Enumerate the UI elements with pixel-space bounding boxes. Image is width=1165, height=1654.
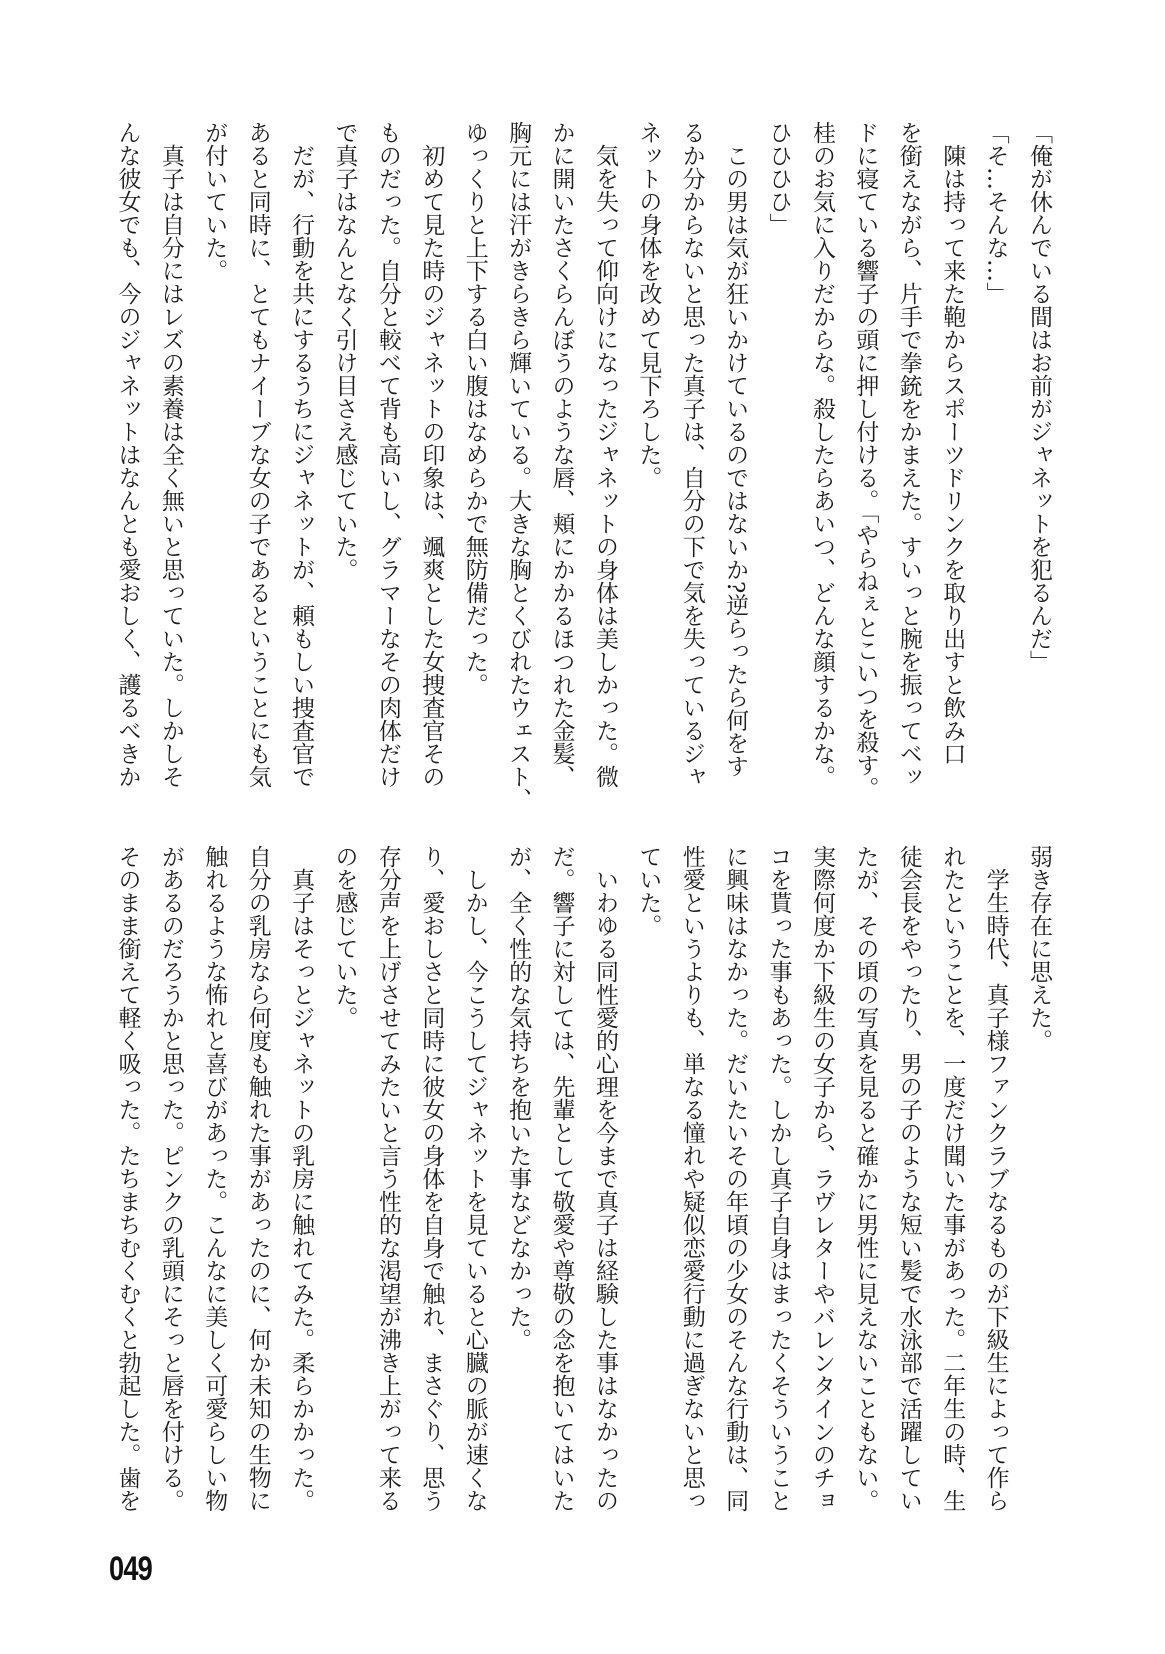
text-column: んな彼女でも、今のジャネットはなんとも愛おしく、護るべきか (114, 121, 141, 788)
text-column: そのまま銜えて軽く吸った。たちまちむくむくと勃起した。歯を (114, 845, 141, 1512)
text-column: に興味はなかった。だいたいその年頃の少女のそんな行動は、同 (722, 845, 749, 1512)
text-column: かに開いたさくらんぼうのような唇、頬にかかるほつれた金髪、 (548, 121, 575, 788)
text-column: 性愛というよりも、単なる憧れや疑似恋愛行動に過ぎないと思っ (678, 845, 705, 1512)
text-column: のを感じていた。 (331, 845, 358, 1029)
text-column: で真子はなんとなく引け目さえ感じていた。 (331, 121, 358, 581)
text-column: を銜えながら、片手で拳銃をかまえた。すいっと腕を振ってベッ (895, 121, 922, 788)
text-column: だ。響子に対しては、先輩として敬愛や尊敬の念を抱いてはいた (548, 845, 575, 1512)
text-column: いわゆる同性愛的心理を今まで真子は経験した事はなかったの (591, 845, 618, 1512)
text-column: 「俺が休んでいる間はお前がジャネットを犯るんだ」 (1026, 121, 1052, 673)
text-column: ゆっくりと上下する白い腹はなめらかで無防備だった。 (461, 121, 488, 696)
text-column: 真子は自分にはレズの素養は全く無いと思っていた。しかしそ (157, 121, 184, 788)
text-column: この男は気が狂いかけているのではないか?逆らったら何をす (722, 121, 749, 778)
text-column: あると同時に、とてもナイーブな女の子であるということにも気 (244, 121, 271, 788)
text-column: ネットの身体を改めて見下ろした。 (635, 121, 662, 489)
text-column: コを貰った事もあった。しかし真子自身はまったくそういうこと (765, 845, 792, 1512)
text-column: 存分声を上げさせてみたいと言う性的な渇望が沸き上がって来る (374, 845, 401, 1512)
text-column: り、愛おしさと同時に彼女の身体を自身で触れ、まさぐり、思う (418, 845, 445, 1512)
text-column: ひひひひ」 (765, 121, 792, 236)
text-column: 胸元には汗がきらきら輝いている。大きな胸とくびれたウェスト、 (505, 121, 532, 811)
text-column: 陳は持って来た鞄からスポーツドリンクを取り出すと飲み口 (939, 121, 966, 765)
text-column: 学生時代、真子様ファンクラブなるものが下級生によって作ら (982, 845, 1009, 1512)
text-column: るか分からないと思った真子は、自分の下で気を失っているジャ (678, 121, 705, 788)
text-column: があるのだろうかと思った。ピンクの乳頭にそっと唇を付ける。 (157, 845, 184, 1512)
text-column: 初めて見た時のジャネットの印象は、颯爽とした女捜査官その (418, 121, 445, 788)
text-column: 気を失って仰向けになったジャネットの身体は美しかった。微 (591, 121, 618, 788)
text-column: 真子はそっとジャネットの乳房に触れてみた。柔らかかった。 (288, 845, 315, 1512)
text-column: 触れるような怖れと喜びがあった。こんなに美しく可愛らしい物 (201, 845, 228, 1512)
page-number: 049 (109, 1550, 152, 1588)
text-column: ものだった。自分と較べて背も高いし、グラマーなその肉体だけ (374, 121, 401, 788)
text-column: 徒会長をやったり、男の子のような短い髪で水泳部で活躍してい (895, 845, 922, 1512)
text-column: 弱き存在に思えた。 (1026, 845, 1052, 1052)
text-column: たが、その頃の写真を見ると確かに男性に見えないこともない。 (852, 845, 879, 1512)
upper-text-block (105, 121, 1060, 811)
text-column: が、全く性的な気持ちを抱いた事などなかった。 (505, 845, 532, 1351)
text-column: しかし、今こうしてジャネットを見ていると心臓の脈が速くな (461, 845, 488, 1512)
text-column: 実際何度か下級生の女子から、ラヴレターやバレンタインのチョ (808, 845, 835, 1512)
text-column: だが、行動を共にするうちにジャネットが、頼もしい捜査官で (288, 121, 315, 788)
text-column: ていた。 (635, 845, 662, 937)
text-column: 桂のお気に入りだからな。殺したらあいつ、どんな顔するかな。 (808, 121, 835, 788)
text-column: が付いていた。 (201, 121, 228, 282)
text-column: ドに寝ている響子の頭に押し付ける。「やらねぇとこいつを殺す。 (852, 121, 879, 800)
text-column: れたということを、一度だけ聞いた事があった。二年生の時、生 (939, 845, 966, 1512)
text-column: 「そ…そんな…」 (982, 121, 1009, 305)
lower-text-block (105, 845, 1060, 1525)
text-column: 自分の乳房なら何度も触れた事があったのに、何か未知の生物に (244, 845, 271, 1512)
